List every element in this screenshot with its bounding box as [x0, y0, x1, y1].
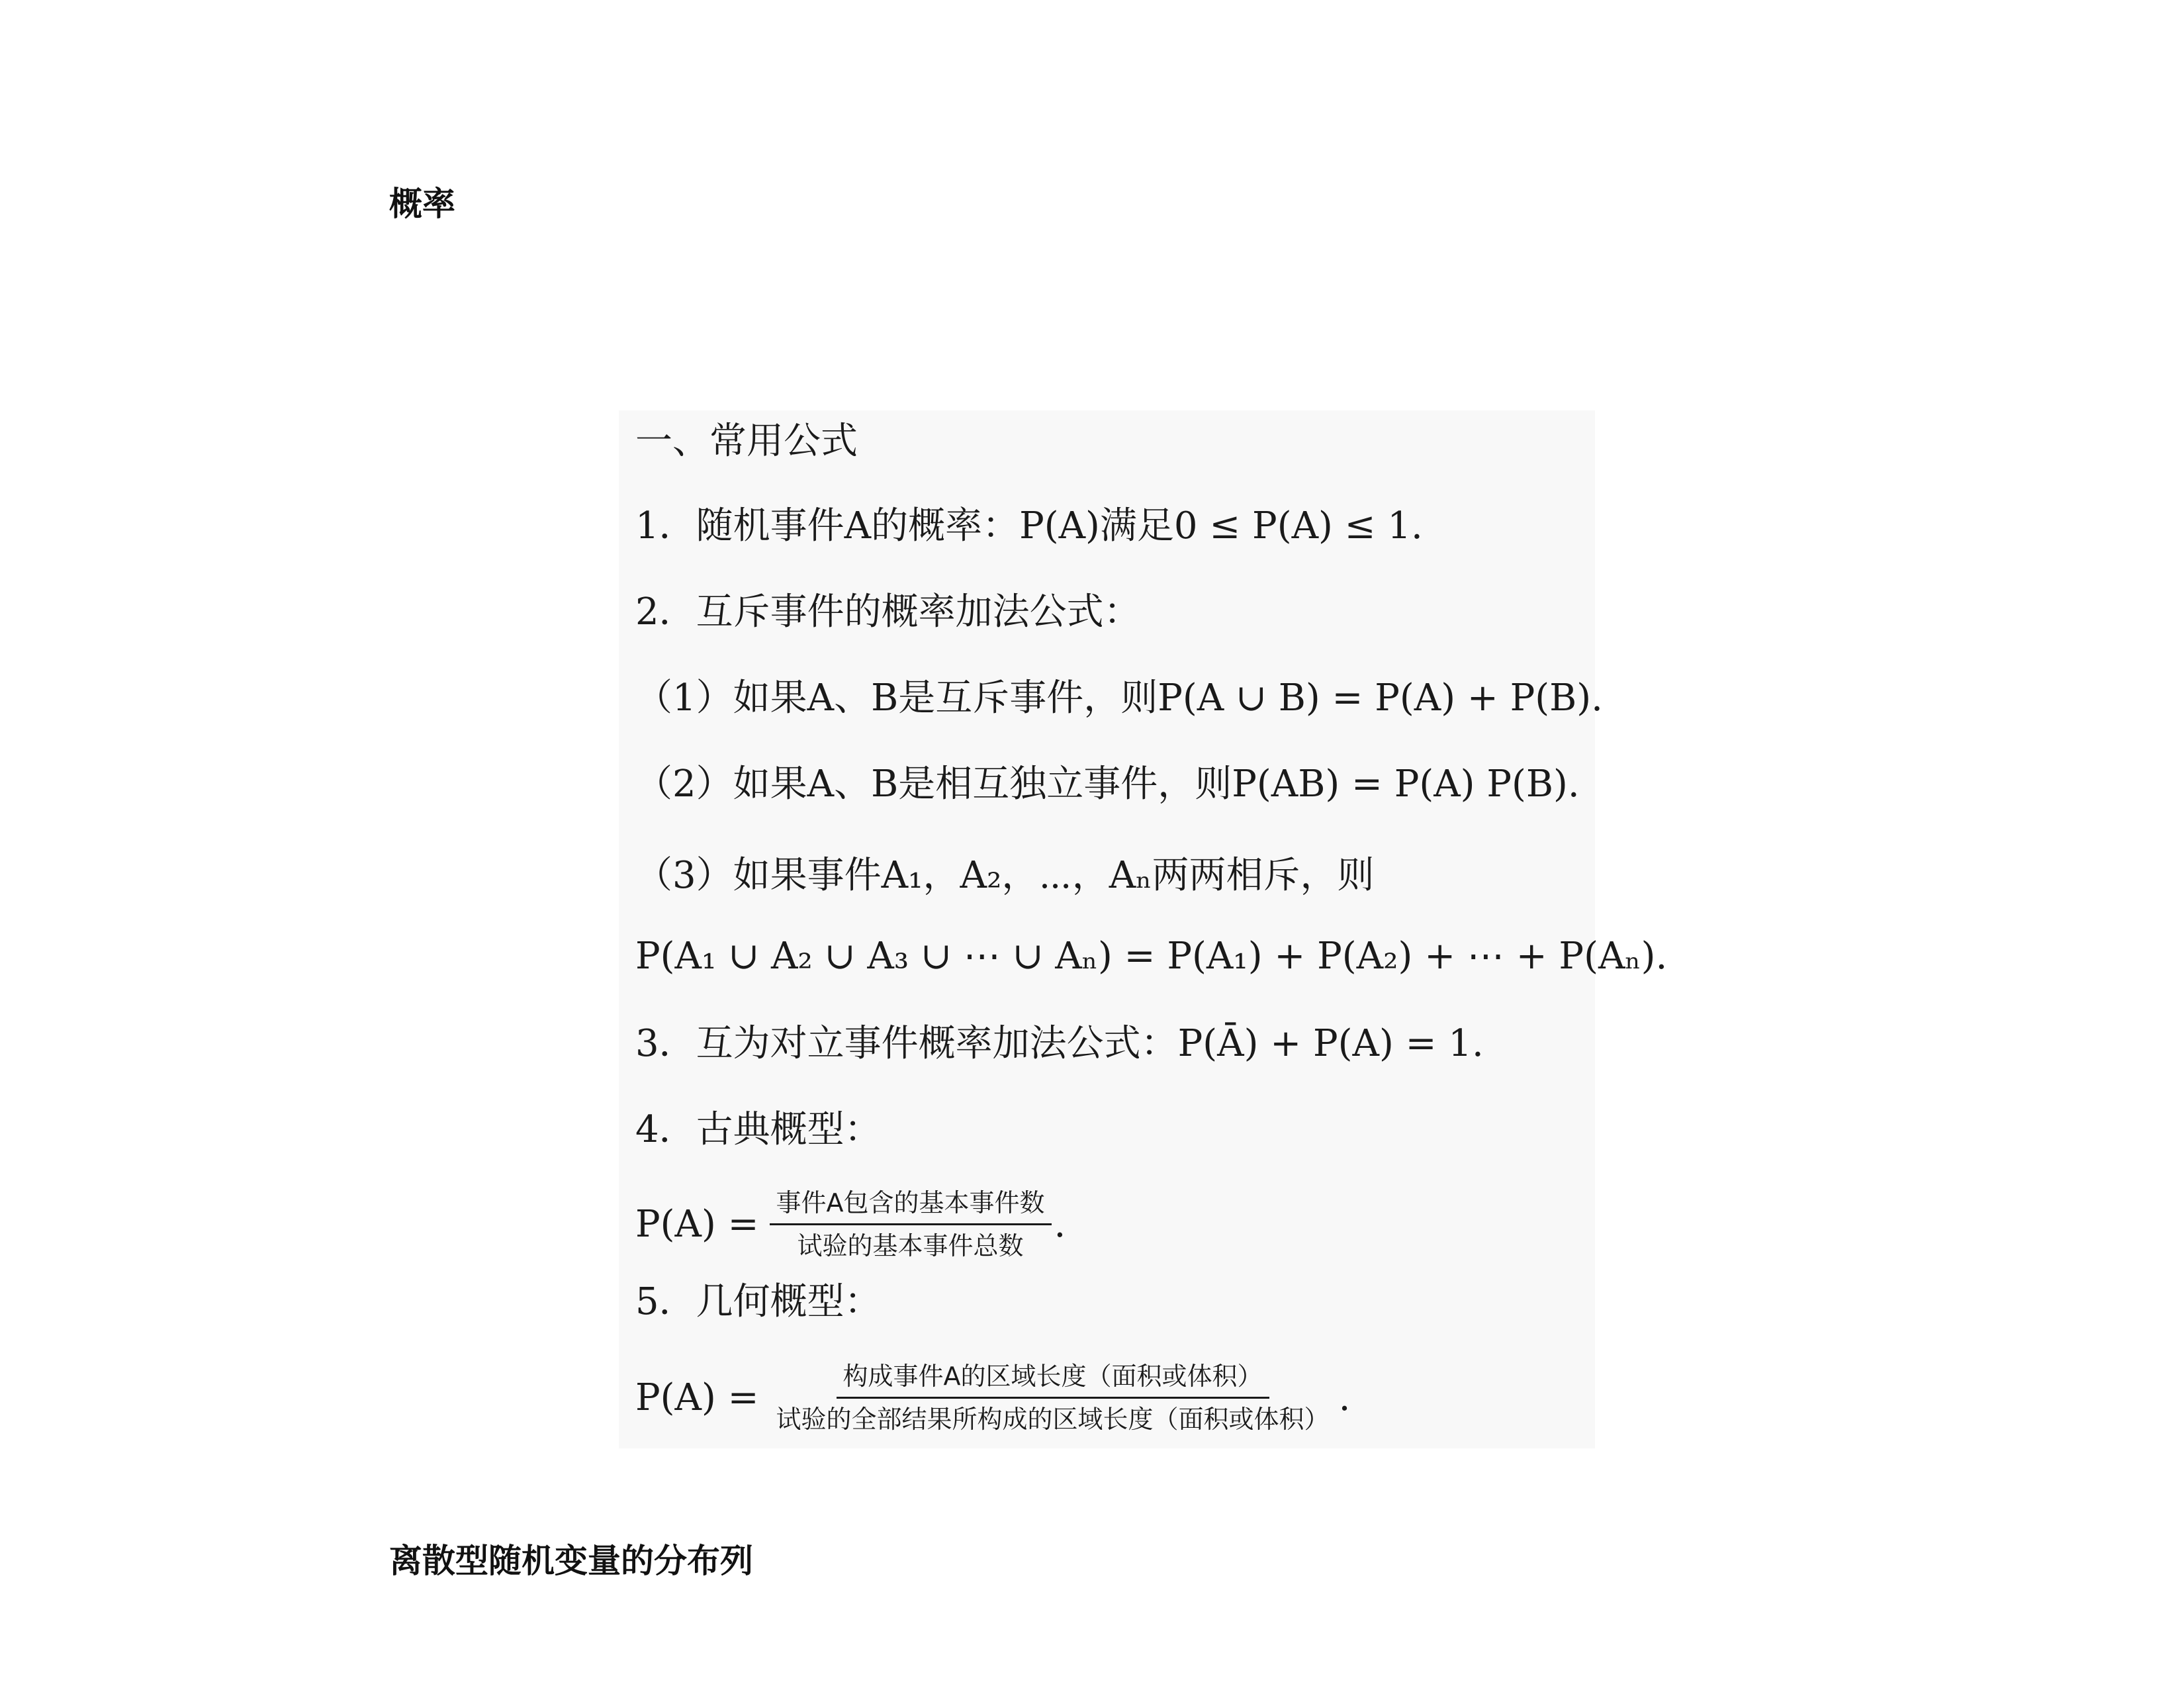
geometric-denominator: 试验的全部结果所构成的区域长度（面积或体积）: [776, 1405, 1330, 1434]
classical-lhs: P(A) =: [635, 1203, 759, 1246]
section-title: 一、常用公式: [635, 420, 858, 463]
classical-period: .: [1054, 1203, 1066, 1246]
formula-item-2-3: （3）如果事件A₁，A₂，⋯，Aₙ两两相斥，则: [635, 854, 1375, 897]
formula-union-sum: P(A₁ ∪ A₂ ∪ A₃ ∪ ⋯ ∪ Aₙ) = P(A₁) + P(A₂) + ⋯ + P(Aₙ).: [635, 935, 1668, 978]
formula-item-5: 5．几何概型：: [635, 1280, 882, 1323]
geometric-fraction: [770, 1358, 1336, 1437]
classical-probability-formula: [635, 1185, 1066, 1264]
heading-discrete-distribution: 离散型随机变量的分布列: [389, 1542, 753, 1580]
geometric-lhs: P(A) =: [635, 1376, 759, 1419]
geometric-numerator: 构成事件A的区域长度（面积或体积）: [837, 1358, 1269, 1399]
classical-numerator: 事件A包含的基本事件数: [770, 1185, 1052, 1225]
formula-item-2: 2．互斥事件的概率加法公式：: [635, 590, 1141, 633]
formula-item-2-2: （2）如果A、B是相互独立事件，则P(AB) = P(A) P(B).: [635, 763, 1580, 806]
formula-item-4: 4．古典概型：: [635, 1108, 882, 1151]
geometric-probability-formula: [635, 1358, 1350, 1437]
heading-probability: 概率: [389, 185, 455, 223]
formula-item-2-1: （1）如果A、B是互斥事件，则P(A ∪ B) = P(A) + P(B).: [635, 677, 1603, 720]
formula-image: [619, 410, 1668, 1448]
classical-fraction: [770, 1185, 1052, 1264]
formula-item-3: 3．互为对立事件概率加法公式：P(Ā) + P(A) = 1.: [635, 1022, 1484, 1065]
geometric-period: .: [1338, 1376, 1351, 1419]
classical-denominator: 试验的基本事件总数: [797, 1231, 1024, 1260]
formula-item-1: 1．随机事件A的概率：P(A)满足0 ≤ P(A) ≤ 1.: [635, 504, 1423, 547]
